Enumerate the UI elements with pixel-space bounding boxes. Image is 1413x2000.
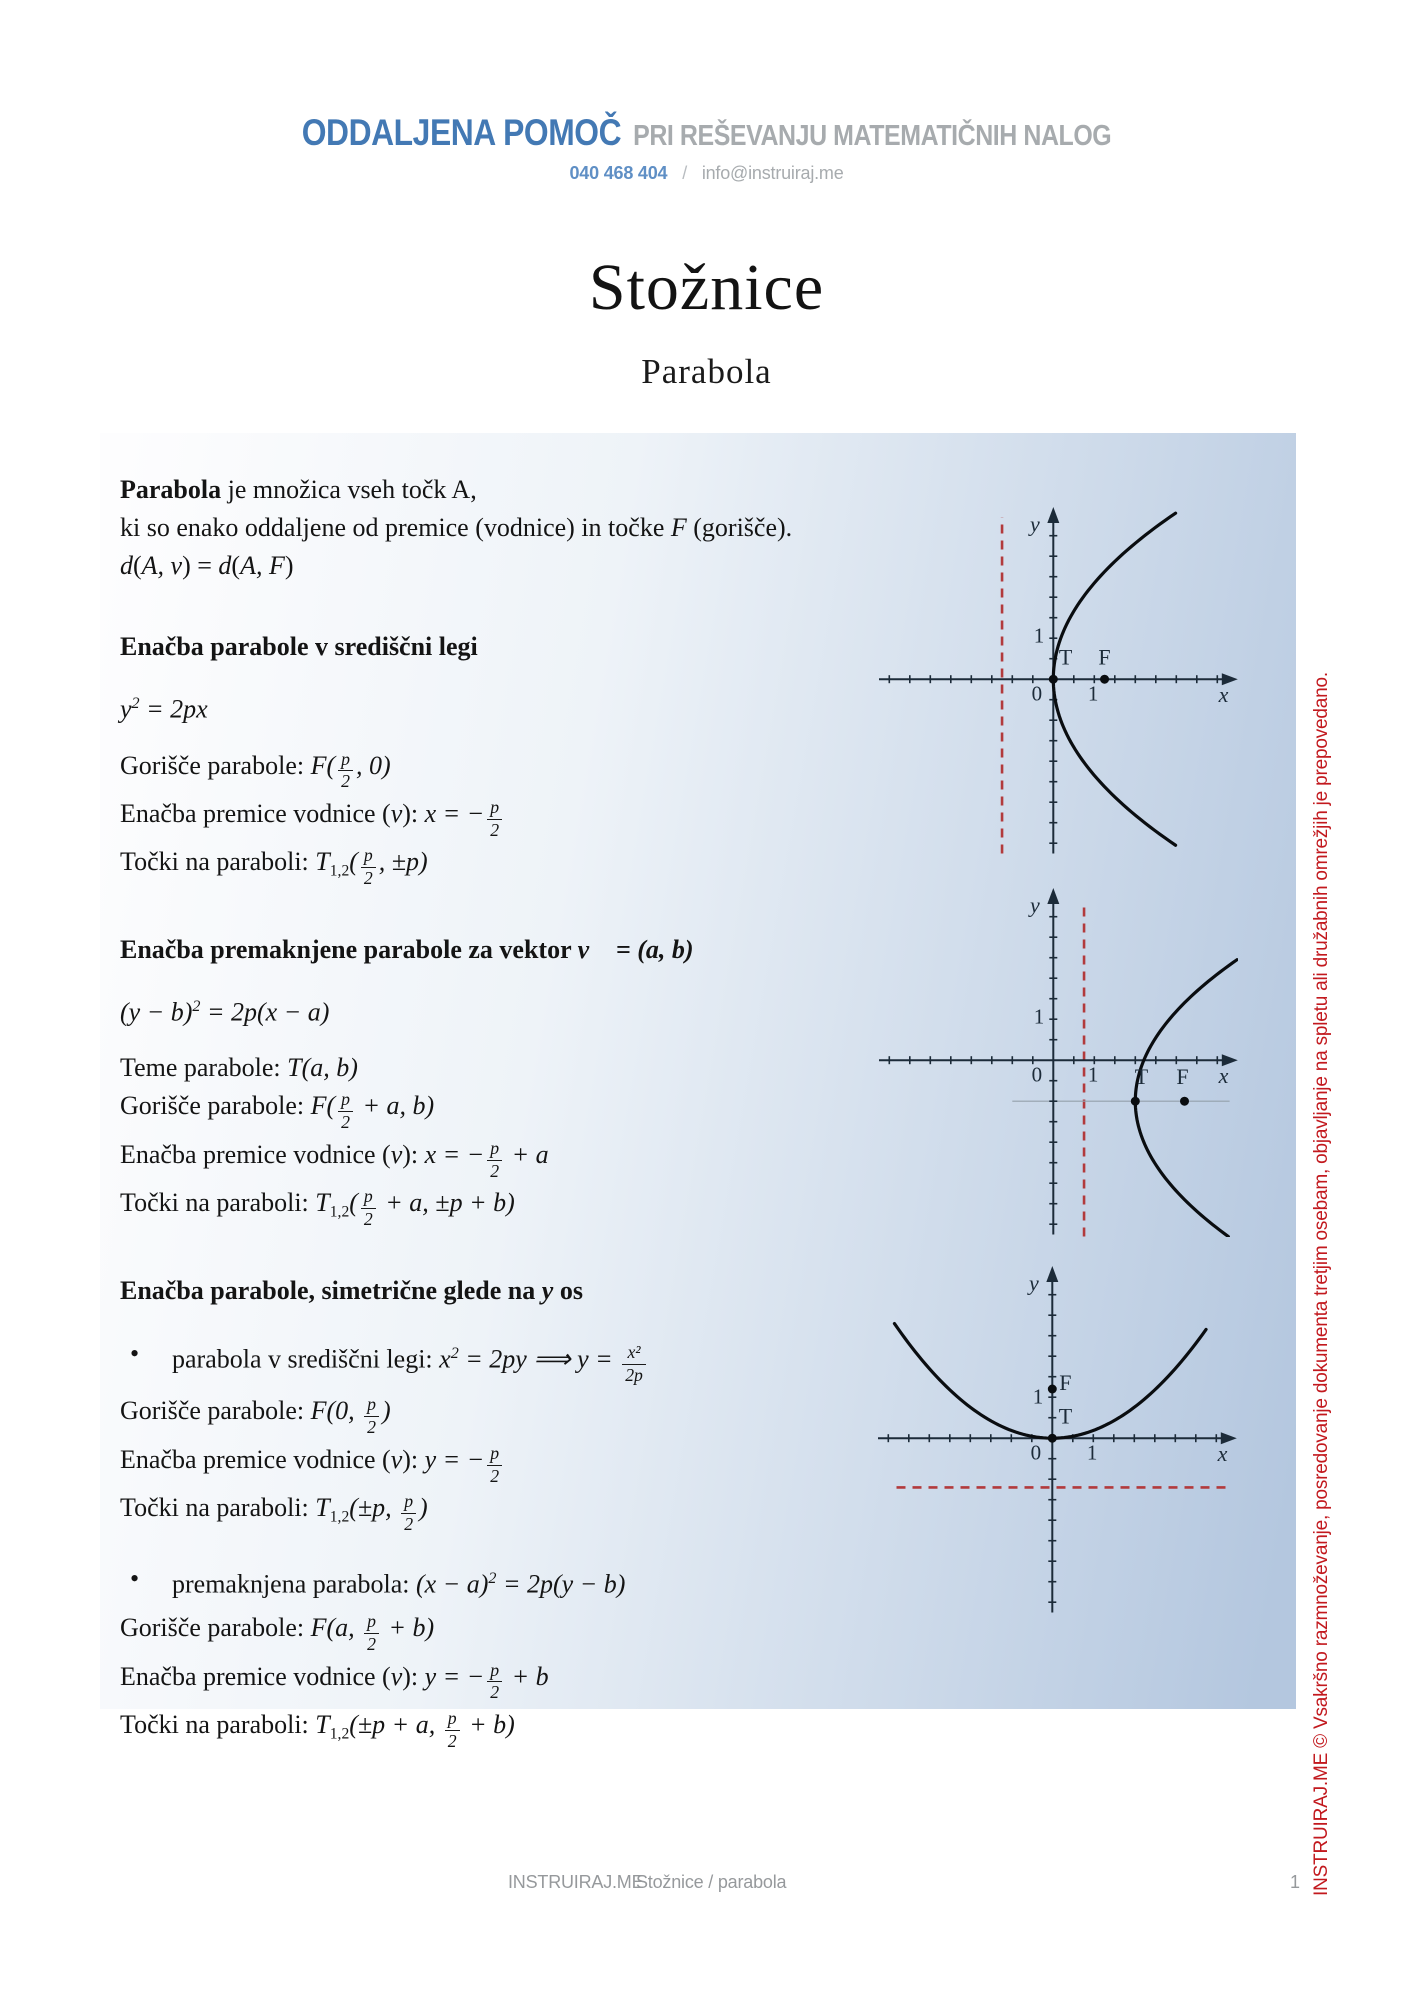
email-address: info@instruiraj.me <box>701 163 844 183</box>
fraction: $\frac{p}{2}$ <box>445 1710 460 1750</box>
graph-label: 0 <box>1031 1062 1043 1087</box>
header-brand <box>99 112 1314 154</box>
directrix-y-central: Enačba premice vodnice (v): y = − $\frac{p}{2}$ <box>120 1445 830 1485</box>
directrix-y-shifted: Enačba premice vodnice (v): y = − $\frac{p}{2}$ + b <box>120 1659 549 1703</box>
graph-label: 1 <box>1032 1384 1044 1409</box>
points-shifted: Točki na paraboli: $T_{1,2}$( $\frac{p}{2}$ + a, ±p + b) <box>120 1186 515 1229</box>
fraction: $\frac{p}{2}$ <box>487 799 502 839</box>
fraction: $\frac{p}{2}$ <box>487 1662 502 1702</box>
heading-shifted: Enačba premaknjene parabole za vektor v⃗ = (a, b) <box>120 934 694 964</box>
header-contact <box>0 163 1413 184</box>
paragraph-line: d(A, v) = d(A, F) <box>120 551 294 580</box>
graph-label: T <box>1134 1063 1149 1089</box>
bullet-central-y: • parabola v središčni legi: $x^2 = 2py$ ⟹ y = $\frac{\text{x²}}{2p}$ <box>120 1337 830 1385</box>
brand-name: ODDALJENA POMOČ <box>301 112 622 153</box>
fraction: $\frac{p}{2}$ <box>364 1396 379 1436</box>
paragraph-line: ki so enako oddaljene od premice (vodnice) in točke F (gorišče). <box>120 513 793 542</box>
graph-parabola-shifted <box>877 888 1238 1237</box>
bullet-shifted-y: • premaknjena parabola: $(x - a)^2 = 2p(y - b)$ <box>120 1562 830 1602</box>
graph-label: x <box>1218 681 1229 707</box>
vertex-shifted: Teme parabole: T(a, b) <box>120 1053 358 1083</box>
brand-tagline: PRI REŠEVANJU MATEMATIČNIH NALOG <box>633 120 1112 152</box>
points-y-central: Točki na paraboli: $T_{1,2}(\pm p$, $\frac{p}{2}$ ) <box>120 1491 428 1534</box>
page-title: Stožnice <box>588 251 825 324</box>
paragraph-line: Parabola je množica vseh točk A, <box>120 475 477 504</box>
fraction: $\frac{p}{2}$ <box>364 1613 379 1653</box>
fraction: $\frac{p}{2}$ <box>338 1091 353 1131</box>
copyright-vertical-text: INSTRUIRAJ.ME © Vsakršno razmnoževanje, posredovanje dokumenta tretjim osebam, objavljanje na spletu ali družabnih omrežjih je prepovedano. <box>1311 672 1332 1896</box>
graph-label: 1 <box>1033 623 1045 648</box>
graph-label: 1 <box>1033 1004 1045 1029</box>
phone-number: 040 468 404 <box>569 163 668 183</box>
graph-label: 1 <box>1087 681 1099 706</box>
fraction: $\frac{p}{2}$ <box>401 1493 416 1533</box>
focus-y-shifted: Gorišče parabole: F(a, $\frac{p}{2}$ + b) <box>120 1611 435 1654</box>
focus-central: Gorišče parabole: F( $\frac{p}{2}$ , 0) <box>120 748 391 792</box>
text-column <box>120 471 830 1758</box>
graph-label: y <box>1029 892 1040 918</box>
graph-label: T <box>1058 644 1073 670</box>
formula-central: $y^2 = 2px$ <box>120 694 208 724</box>
fraction: $\frac{p}{2}$ <box>361 1188 376 1228</box>
graph-label: y <box>1029 511 1040 537</box>
directrix-shifted: Enačba premice vodnice (v): x = − $\frac{p}{2}$ + a <box>120 1137 549 1181</box>
heading-y-axis: Enačba parabole, simetrične glede na y os <box>120 1275 583 1305</box>
directrix-central: Enačba premice vodnice (v): x = − $\frac{p}{2}$ <box>120 799 830 839</box>
graph-label: F <box>1059 1369 1072 1395</box>
fraction: $\frac{\text{x²}}{2p}$ <box>622 1344 646 1384</box>
focus-y-central: Gorišče parabole: F(0, $\frac{p}{2}$ ) <box>120 1394 391 1438</box>
fraction: $\frac{p}{2}$ <box>487 1140 502 1180</box>
formula-shifted: $(y - b)^2 = 2p(x - a)$ <box>120 997 330 1027</box>
graph-label: x <box>1217 1440 1228 1466</box>
fraction: $\frac{p}{2}$ <box>338 751 353 791</box>
heading-central-position: Enačba parabole v središčni legi <box>120 632 478 661</box>
fraction: $\frac{p}{2}$ <box>487 1445 502 1485</box>
graph-label: 1 <box>1087 1062 1099 1087</box>
points-y-shifted: Točki na paraboli: $T_{1,2}(\pm p + a$, $\frac{p}{2}$ + b) <box>120 1708 515 1751</box>
graph-label: 0 <box>1030 1440 1042 1465</box>
intro-paragraph <box>120 471 830 585</box>
footer-page-number: 1 <box>1290 1872 1300 1892</box>
fraction: $\frac{p}{2}$ <box>361 847 376 887</box>
focus-shifted: Gorišče parabole: F( $\frac{p}{2}$ + a, b) <box>120 1089 435 1133</box>
content-box <box>100 433 1296 1751</box>
contact-separator: / <box>682 163 687 183</box>
graph-label: 0 <box>1031 681 1043 706</box>
footer-brand: INSTRUIRAJ.ME <box>508 1872 644 1892</box>
graph-label: F <box>1176 1063 1189 1089</box>
graph-label: x <box>1218 1062 1229 1088</box>
page-subtitle: Parabola <box>641 352 772 391</box>
footer-document-name: Stožnice / parabola <box>636 1872 787 1892</box>
graph-label: T <box>1058 1403 1073 1429</box>
graph-label: y <box>1028 1270 1039 1296</box>
graph-parabola-central <box>877 507 1238 856</box>
graph-parabola-upward <box>876 1266 1237 1615</box>
graph-label: 1 <box>1086 1440 1098 1465</box>
graph-label: F <box>1098 644 1111 670</box>
points-central: Točki na paraboli: $T_{1,2}$( $\frac{p}{2}$ , ±p) <box>120 845 428 889</box>
